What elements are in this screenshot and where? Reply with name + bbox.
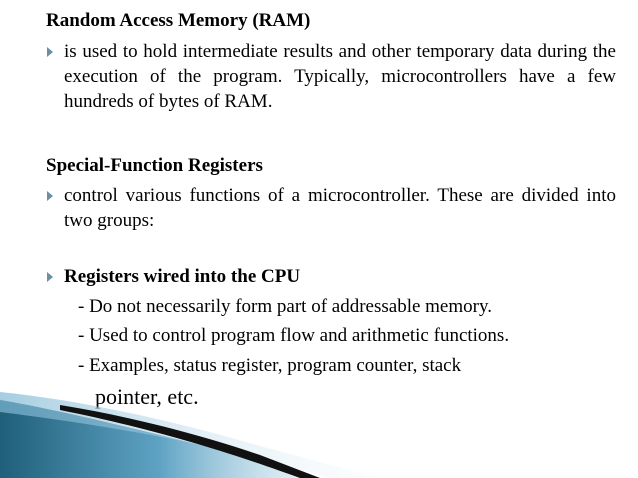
- ram-bullet-text: is used to hold intermediate results and other temporary data during the execution of the program. Typically, microcontrollers have a few hundreds of bytes of RAM.: [64, 41, 616, 112]
- cpu-registers-item: - Examples, status register, program counter, stack: [78, 355, 462, 376]
- sfr-bullet-text: control various functions of a microcontroller. These are divided into two groups:: [64, 185, 616, 231]
- cpu-registers-continuation: pointer, etc.: [95, 384, 199, 409]
- ram-heading: Random Access Memory (RAM): [46, 10, 311, 31]
- cpu-registers-item: - Used to control program flow and arithmetic functions.: [78, 325, 510, 346]
- cpu-registers-item: - Do not necessarily form part of addressable memory.: [78, 296, 492, 317]
- cpu-registers-heading: Registers wired into the CPU: [64, 266, 301, 287]
- sfr-heading: Special-Function Registers: [46, 155, 263, 176]
